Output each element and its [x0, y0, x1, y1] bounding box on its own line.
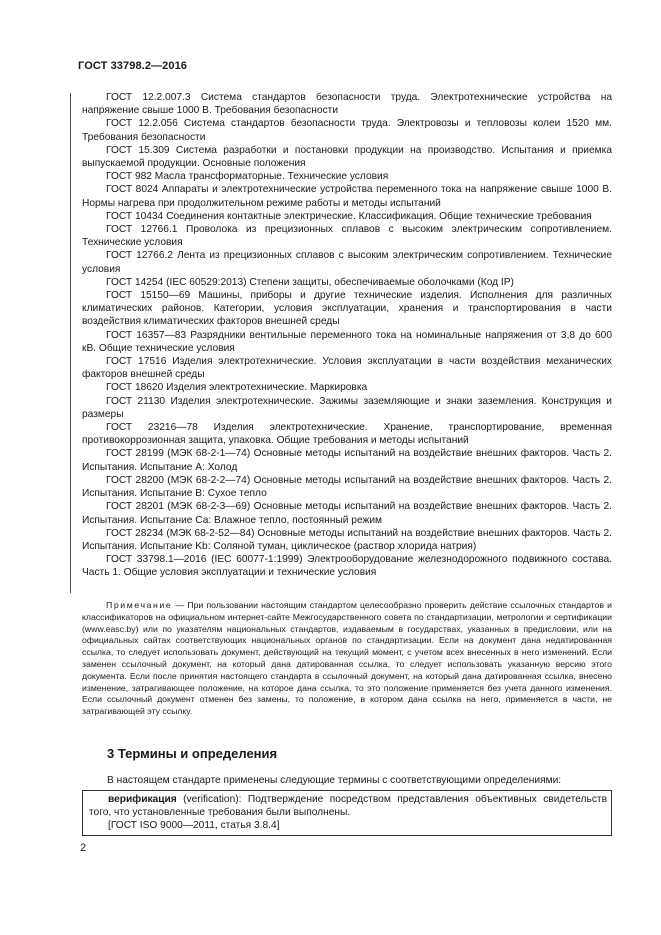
note-label: Примечание: [106, 600, 173, 610]
term-source: [ГОСТ ISO 9000—2011, статья 3.8.4]: [108, 820, 280, 831]
reference-item: ГОСТ 28200 (МЭК 68-2-2—74) Основные методы испытаний на воздействие внешних факторов. Часть 2. Испытания. Испытание В: Сухое тепло: [82, 474, 612, 500]
reference-item: ГОСТ 8024 Аппараты и электротехнические устройства переменного тока на напряжение свыше 1000 В. Нормы нагрева при продолжительном режиме работы и методы испытаний: [82, 184, 612, 209]
reference-item: ГОСТ 33798.1—2016 (IEC 60077-1:1999) Электрооборудование железнодорожного подвижного состава. Часть 1. Общие условия эксплуатации и технические условия: [82, 554, 612, 579]
normative-references-list: [82, 91, 612, 580]
note-text: — При пользовании настоящим стандартом целесообразно проверить действие ссылочных стандартов и классификаторов на официальном интернет-сайте Межгосударственного совета по стандартизации, метрологии и сертификации (www.easc.by) или по указателям национальных стандартов, издаваемым в государствах, указанных в предисловии, или на официальных сайтах соответствующих национальных органов по стандартизации. Если на документ дана недатированная ссылка, то следует использовать документ, действующий на текущий момент, с учетом всех внесенных в него изменений. Если заменен ссылочный документ, на который дана датированная ссылка, то следует использовать указанную версию этого документа. Если после принятия настоящего стандарта в ссылочный документ, на который дана датированная ссылка, внесено изменение, затрагивающее положение, на которое дана ссылка, то это положение применяется без учета данного изменения. Если ссылочный документ отменен без замены, то положение, в котором дана ссылка на него, применяется в части, не затрагивающей эту ссылку.: [82, 600, 612, 717]
reference-item: ГОСТ 12766.1 Проволока из прецизионных сплавов с высоким электрическим сопротивлением. Технические условия: [82, 224, 612, 249]
reference-item: ГОСТ 23216—78 Изделия электротехнические. Хранение, транспортирование, временная противокоррозионная защита, упаковка. Общие требования и методы испытаний: [82, 422, 612, 447]
reference-item: ГОСТ 28199 (МЭК 68-2-1—74) Основные методы испытаний на воздействие внешних факторов. Часть 2. Испытания. Испытание А: Холод: [82, 448, 612, 473]
term-word: верификация: [108, 794, 177, 805]
reference-item: ГОСТ 12.2.056 Система стандартов безопасности труда. Электровозы и тепловозы колеи 1520 мм. Требования безопасности: [82, 118, 612, 143]
page-header: ГОСТ 33798.2—2016: [78, 60, 188, 72]
reference-item: ГОСТ 28201 (МЭК 68-2-3—69) Основные методы испытаний на воздействие внешних факторов. Часть 2. Испытания. Испытание Са: Влажное тепло, постоянный режим: [82, 501, 612, 526]
note-paragraph: [82, 600, 612, 718]
reference-item: ГОСТ 28234 (МЭК 68-2-52—84) Основные методы испытаний на воздействие внешних факторов. Часть 2. Испытания. Испытание Kb: Соляной туман, циклическое (раствор хлорида натрия): [82, 527, 612, 552]
revision-margin-bar: [70, 93, 71, 593]
reference-item: ГОСТ 18620 Изделия электротехнические. Маркировка: [106, 382, 368, 394]
term-english: (verification): [183, 794, 239, 805]
reference-item: ГОСТ 15150—69 Машины, приборы и другие технические изделия. Исполнения для различных климатических районов. Категории, условия эксплуатации, хранения и транспортирования в части воздействия климатических факторов внешней среды: [82, 290, 612, 328]
reference-item: ГОСТ 14254 (IEC 60529:2013) Степени защиты, обеспечиваемые оболочками (Код IP): [106, 276, 514, 288]
section-title: 3 Термины и определения: [107, 746, 278, 761]
reference-item: ГОСТ 21130 Изделия электротехнические. Зажимы заземляющие и знаки заземления. Конструкция и размеры: [82, 395, 612, 420]
reference-item: ГОСТ 12.2.007.3 Система стандартов безопасности труда. Электротехнические устройства на напряжение свыше 1000 В. Требования безопасности: [82, 92, 612, 117]
reference-item: ГОСТ 982 Масла трансформаторные. Технические условия: [106, 171, 389, 183]
reference-item: ГОСТ 10434 Соединения контактные электрические. Классификация. Общие технические требования: [106, 210, 592, 222]
section-intro: В настоящем стандарте применены следующие термины с соответствующими определениями:: [107, 775, 562, 786]
reference-item: ГОСТ 16357—83 Разрядники вентильные переменного тока на номинальные напряжения от 3,8 до 600 кВ. Общие технические условия: [82, 329, 612, 354]
term-definition-text: : Подтверждение посредством представления объективных свидетельств того, что установленные требования были выполнены.: [89, 794, 607, 818]
term-definition: [89, 793, 607, 819]
reference-item: ГОСТ 17516 Изделия электротехнические. Условия эксплуатации в части воздействия механических факторов внешней среды: [82, 356, 612, 381]
reference-item: ГОСТ 15.309 Система разработки и постановки продукции на производство. Испытания и приемка выпускаемой продукции. Основные положения: [82, 144, 612, 170]
page-number: 2: [80, 842, 87, 854]
reference-item: ГОСТ 12766.2 Лента из прецизионных сплавов с высоким электрическим сопротивлением. Технические условия: [82, 250, 612, 275]
term-definition-box: [82, 790, 612, 836]
